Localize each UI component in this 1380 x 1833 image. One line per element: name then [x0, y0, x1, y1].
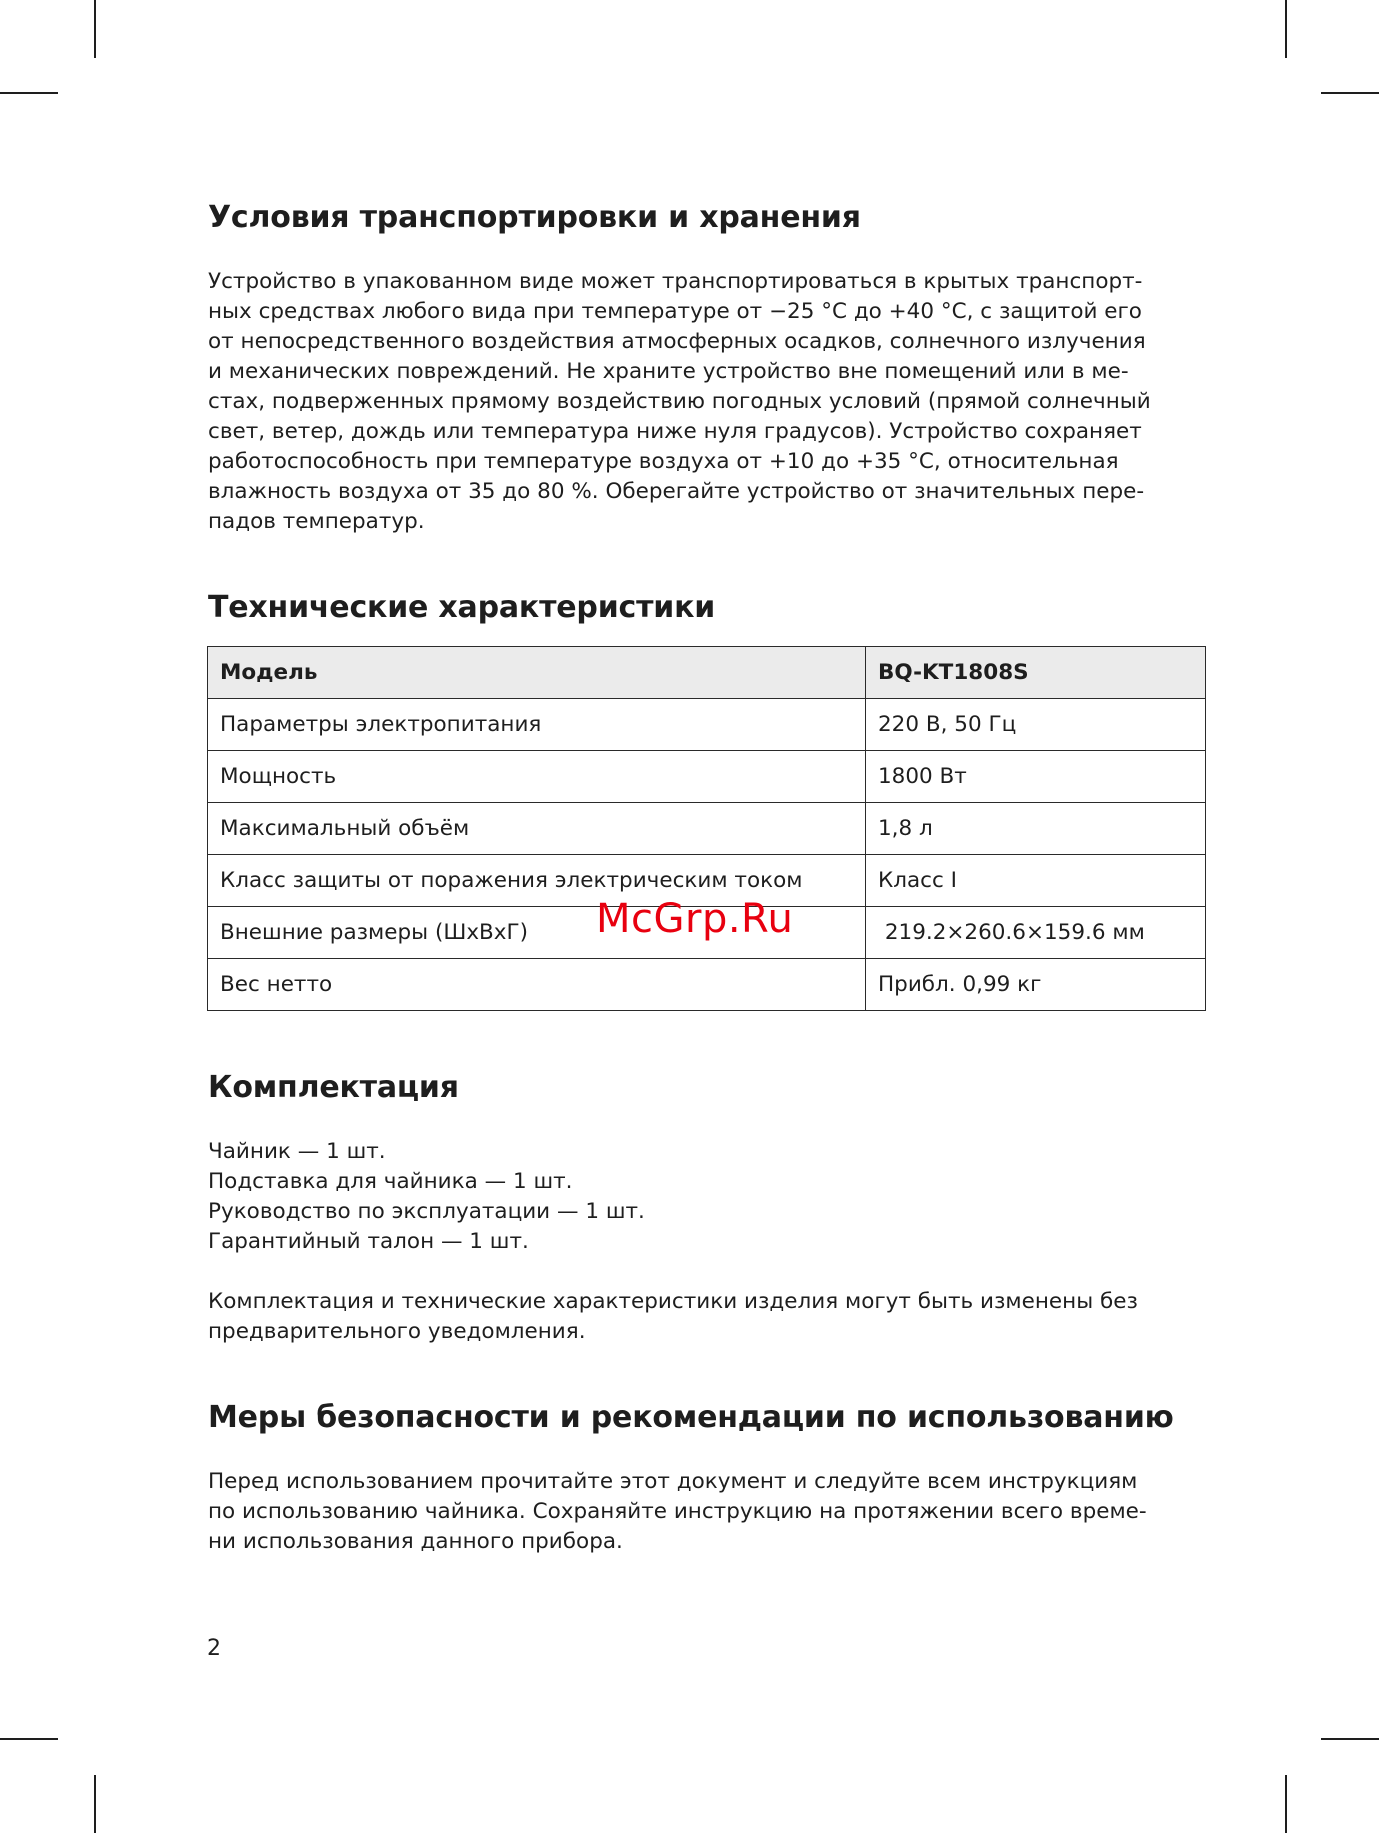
table-row: [208, 647, 1206, 699]
table-row: [208, 699, 1206, 751]
specs-table: [207, 646, 1206, 1011]
crop-mark-bottom-right-v: [1285, 1775, 1287, 1833]
spec-label: Мощность: [208, 751, 866, 803]
package-note-line: предварительного уведомления.: [208, 1319, 586, 1344]
spec-value: 1800 Вт: [866, 751, 1206, 803]
package-list: [208, 1137, 1208, 1257]
safety-line: ни использования данного прибора.: [208, 1529, 623, 1554]
spec-value: BQ-KT1808S: [866, 647, 1206, 699]
spec-value: 219.2×260.6×159.6 мм: [866, 907, 1206, 959]
list-item: Чайник — 1 шт.: [208, 1139, 386, 1164]
spec-label: Модель: [208, 647, 866, 699]
storage-line: и механических повреждений. Не храните устройство вне помещений или в ме-: [208, 359, 1129, 384]
spec-label: Максимальный объём: [208, 803, 866, 855]
list-item: Подставка для чайника — 1 шт.: [208, 1169, 573, 1194]
storage-line: Устройство в упакованном виде может транспортироваться в крытых транспорт-: [208, 269, 1143, 294]
safety-heading: Меры безопасности и рекомендации по использованию: [208, 1400, 1174, 1435]
crop-mark-bottom-left-h: [0, 1738, 58, 1740]
safety-line: Перед использованием прочитайте этот документ и следуйте всем инструкциям: [208, 1469, 1138, 1494]
package-note: [208, 1287, 1208, 1347]
storage-heading: Условия транспортировки и хранения: [208, 200, 861, 235]
storage-line: работоспособность при температуре воздуха от +10 до +35 °С, относительная: [208, 449, 1119, 474]
spec-value: 1,8 л: [866, 803, 1206, 855]
storage-line: от непосредственного воздействия атмосферных осадков, солнечного излучения: [208, 329, 1146, 354]
storage-line: падов температур.: [208, 509, 425, 534]
page-number: 2: [207, 1636, 221, 1661]
table-row: [208, 959, 1206, 1011]
spec-value: Прибл. 0,99 кг: [866, 959, 1206, 1011]
spec-label: Внешние размеры (ШхВхГ): [208, 907, 866, 959]
list-item: Гарантийный талон — 1 шт.: [208, 1229, 529, 1254]
safety-line: по использованию чайника. Сохраняйте инструкцию на протяжении всего време-: [208, 1499, 1147, 1524]
crop-mark-bottom-right-h: [1321, 1738, 1379, 1740]
spec-label: Класс защиты от поражения электрическим током: [208, 855, 866, 907]
table-row: [208, 803, 1206, 855]
spec-value: Класс I: [866, 855, 1206, 907]
storage-line: влажность воздуха от 35 до 80 %. Оберегайте устройство от значительных пере-: [208, 479, 1145, 504]
table-row: [208, 751, 1206, 803]
storage-line: стах, подверженных прямому воздействию погодных условий (прямой солнечный: [208, 389, 1151, 414]
package-heading: Комплектация: [208, 1070, 459, 1105]
spec-value: 220 В, 50 Гц: [866, 699, 1206, 751]
crop-mark-top-right-v: [1285, 0, 1287, 58]
watermark-link[interactable]: McGrp.Ru: [596, 896, 794, 942]
storage-paragraph: [208, 267, 1208, 537]
crop-mark-top-left-v: [94, 0, 96, 58]
specs-heading: Технические характеристики: [208, 590, 716, 625]
storage-line: ных средствах любого вида при температуре от −25 °С до +40 °С, с защитой его: [208, 299, 1142, 324]
list-item: Руководство по эксплуатации — 1 шт.: [208, 1199, 645, 1224]
spec-label: Вес нетто: [208, 959, 866, 1011]
storage-line: свет, ветер, дождь или температура ниже нуля градусов). Устройство сохраняет: [208, 419, 1142, 444]
safety-paragraph: [208, 1467, 1208, 1557]
crop-mark-top-left-h: [0, 92, 58, 94]
package-note-line: Комплектация и технические характеристики изделия могут быть изменены без: [208, 1289, 1138, 1314]
crop-mark-top-right-h: [1321, 92, 1379, 94]
crop-mark-bottom-left-v: [94, 1775, 96, 1833]
spec-label: Параметры электропитания: [208, 699, 866, 751]
